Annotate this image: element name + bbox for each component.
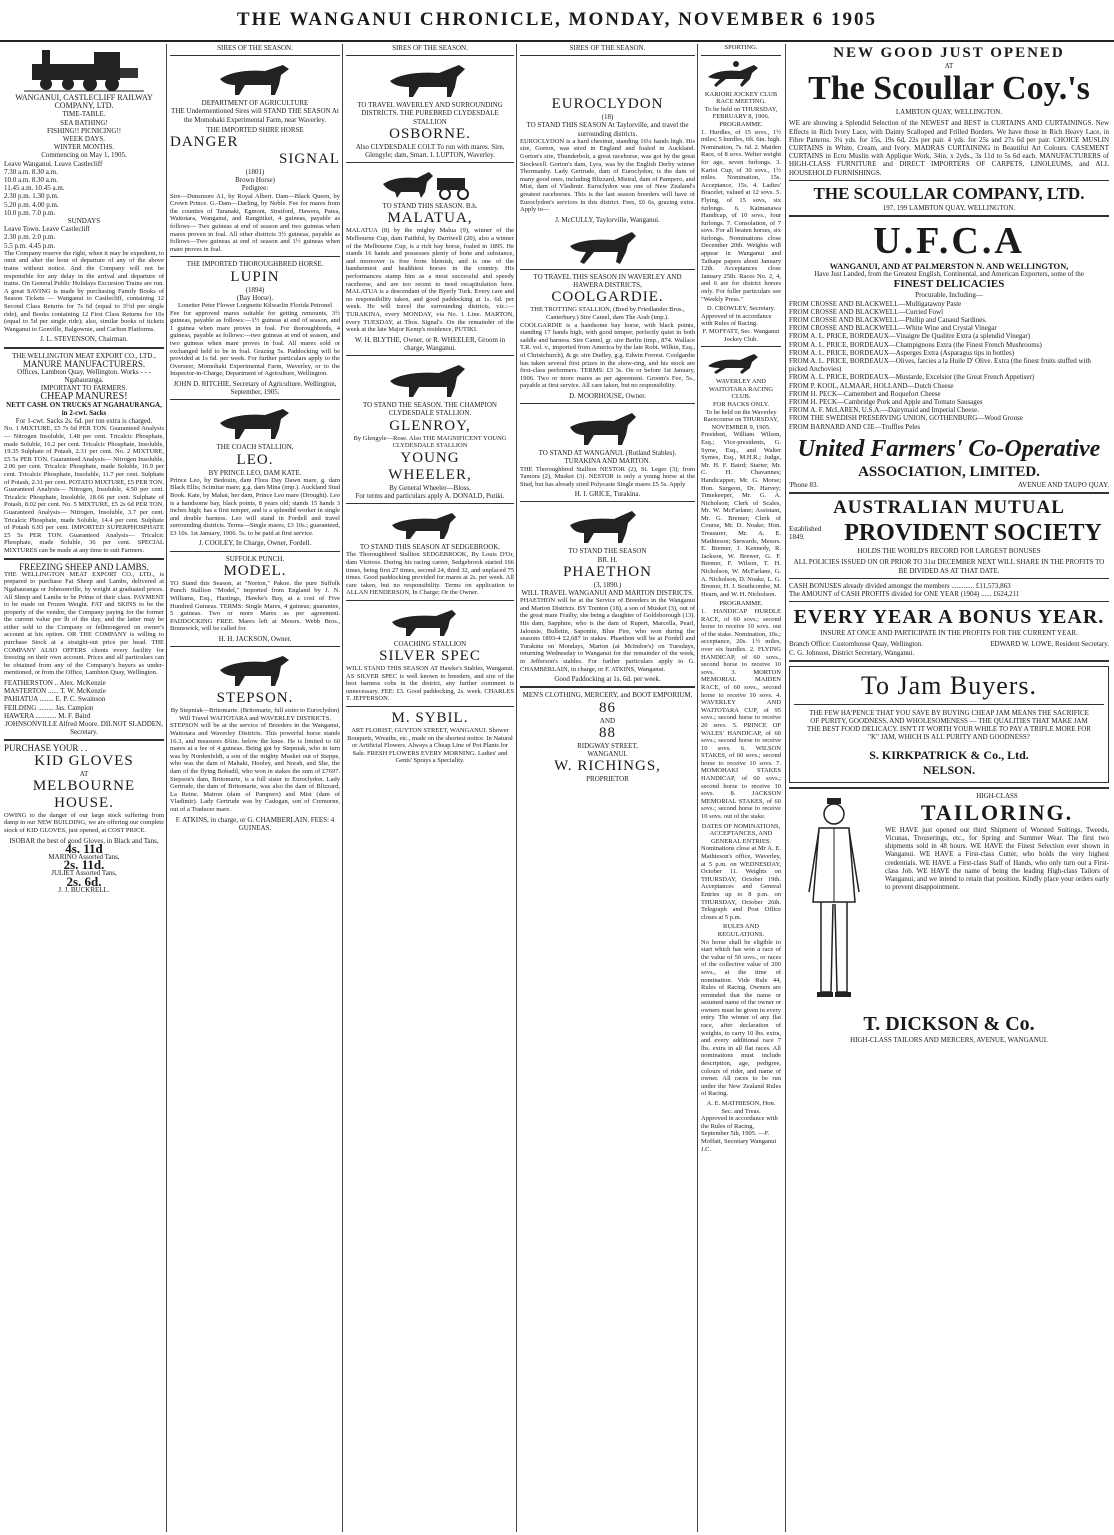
dickson-sub: HIGH-CLASS TAILORS AND MERCERS, AVENUE, WANGANUI. (850, 1035, 1048, 1044)
model-name: MODEL. (223, 562, 287, 579)
winter-months: WINTER MONTHS. (53, 143, 115, 152)
hacks-only: FOR HACKS ONLY. (712, 400, 770, 408)
railway-body: The Company reserve the right, when it may be expedient, to omit and alter the hour of departure of any of the above trains without notice. And the Company will not be responsible for any delay in the arrival and departure of trains. On General Public Holidays Excursion Trains are run. A great SAVING is made by purchasing Family Books of Season Tickets — Wanganui to Castlecliff, containing 12 Second Class Returns for 7s 6d (equal to 3½d per single ride), and Books containing 12 First Class Returns for 10s (equal to 5d per single ride); also, similar books of tickets Wanganui to Gonville, Balgownie, and Carlton Platforms. (4, 249, 164, 333)
timetable-header: Leave Wanganui. Leave Castlecliff (4, 159, 103, 168)
nelson: NELSON. (922, 762, 976, 777)
column-2 (170, 44, 340, 1532)
insure-at-once: INSURE AT ONCE AND PARTICIPATE IN THE PROFITS FOR THE CURRENT YEAR. (820, 629, 1078, 638)
ritchie-sign: JOHN D. RITCHIE, Secretary of Agriculture. Wellington, September, 1905. (173, 379, 337, 397)
melbourne-house: MELBOURNE HOUSE. (32, 777, 136, 811)
ww-approved: Approved in accordance with the Rules of Racing, September 5th, 1905. —F. Moffatt, Secretary Wanganui J.C. (701, 1115, 778, 1153)
coolgardie-sign: D. MOORHOUSE, Owner. (569, 391, 646, 400)
isobar: ISOBAR the best of good Gloves, in Black and Tans, (9, 836, 159, 845)
delicacy-item: FROM BARNARD AND CIE—Truffles Peles (789, 422, 921, 431)
delicacy-item: FROM A. L. PRICE, BORDEAUX—Mustarde, Excelsior (the Great French Appetiser) (789, 373, 1035, 382)
crowley-sign: D. CROWLEY, Secretary. (706, 305, 776, 313)
buyer-row: MASTERTON ...... T. W. McKenzie (4, 687, 106, 696)
jam-heading: To Jam Buyers. (860, 670, 1038, 700)
danger-body: Sire—Dunsmore A1, by Royal Albert. Dam—Black Queen, by Crown Prince. G.-Dam—Darling, by Noble. Fee for mares from the counties of Taranaki, Egmont, Stratford, Hawera, Patea, Waitotara, Wanganui, and Rangitikei, 4 guineas, payable as follows— Two guineas at end of season and two guineas when mares proven in foal. All other districts 3½ guineas, payable as follows—Two guineas at end of season and 1½ guineas when mare proves in foal. (170, 192, 340, 253)
procurable: Procurable, Including— (915, 291, 983, 300)
lupin-name: LUPIN (230, 268, 280, 285)
scoullar-address: 197, 199 LAMBTON QUAY, WELLINGTON. (882, 203, 1016, 212)
important: IMPORTANT TO FARMERS. (40, 384, 128, 393)
ww-heading: WAVERLEY AND WAITOTARA RACING CLUB. (708, 378, 774, 401)
wheeler-terms: For terms and particulars apply A. DONALD, Putiki. (355, 491, 505, 500)
horse-icon (558, 505, 658, 545)
avenue: AVENUE AND TAUPO QUAY. (1018, 480, 1109, 489)
column-1 (4, 44, 164, 1532)
scoullar-heading: The Scoullar Coy.'s (808, 70, 1090, 108)
address-number-1: 86 (599, 699, 616, 716)
column-rule (166, 44, 167, 1532)
buyer-row: HAWERA ............ M. F. Baird (4, 711, 91, 720)
malatua-name: MALATUA, (387, 210, 473, 227)
every-year-bonus: EVERY YEAR A BONUS YEAR. (793, 606, 1105, 629)
coach-heading: THE COACH STALLION, (216, 443, 294, 452)
johnsonville: JOHNSONVILLE Alfred Moore. DILNOT SLADDEN, Secretary. (5, 720, 163, 737)
stepson-sign: F. ATKINS, in charge, or G. CHAMBERLAIN. FEES: 4 GUINEAS. (175, 815, 335, 832)
delicacy-item: FROM A. L. PRICE, BORDEAUX—Champignons Extra (the Finest French Mushrooms) (789, 340, 1042, 349)
moffatt-sign: F. MOFFATT, Sec. Wanganui Jockey Club. (702, 328, 780, 343)
column-5 (701, 44, 781, 1532)
masthead: THE WANGANUI CHRONICLE, MONDAY, NOVEMBER 6 1905 (0, 0, 1114, 42)
horse-icon (375, 359, 485, 399)
rules-heading: RULES AND REGULATIONS. (717, 923, 765, 938)
sybil-body: ART FLORIST, GUYTON STREET, WANGANUI. Shower Bouquets, Wreaths, etc., made on the shortest notice. In Natural or Artificial Flowers. Always a Cheap Line of Pot Plants for Sale. FRESH FLOWERS EVERY MORNING. Ladies' and Gents' Sprays a Speciality. (347, 727, 513, 765)
delicacy-item: FROM A. L. PRICE, BORDEAUX—Vinaigre De Qualitre Extra (a splendid Vinegar) (789, 332, 1031, 341)
leo-sign: J. COOLEY, In Charge, Owner, Fordell. (198, 539, 312, 548)
jam-body: THE FEW HA'PENCE THAT YOU SAVE BY BUYING CHEAP JAM MEANS THE SACRIFICE OF PURITY, GOODNESS, AND WHOLESOMENESS — THE QUALITIES THAT MAKE JAM THE BEST FOOD DELICACY. ISN'T IT WORTH YOUR WHILE TO PAY A TRIFLE MORE FOR "K" JAM, WHICH IS ALL PURITY AND GOODNESS? (807, 708, 1091, 742)
pedigree-label: Pedigree: (241, 184, 269, 193)
column-3 (346, 44, 514, 1532)
danger-name: DANGER (170, 134, 239, 151)
column-6 (789, 44, 1109, 1532)
tailor-figure-icon (789, 792, 879, 1012)
column-head: SIRES OF THE SEASON. (392, 44, 468, 52)
phaethon-br: BR. H. (597, 555, 618, 564)
young-name: YOUNG (400, 449, 460, 466)
railway-title: WANGANUI, CASTLECLIFF RAILWAY COMPANY, LTD. (15, 93, 153, 111)
sunday-header: Leave Town. Leave Castlecliff (4, 225, 90, 234)
locomotive-icon (24, 46, 144, 92)
delicacy-item: FROM A. L. PRICE, BORDEAUX—Asperges Extra (Asparagus tips in bottles) (789, 348, 1015, 357)
owing-body: OWING to the danger of our large stock suffering from damp in our NEW BUILDING, we are offering our complete stock of KID GLOVES, just opened, at COST PRICE. (4, 811, 164, 835)
ww-programme: 1. HANDICAP HURDLE RACE, of 60 sovs.; second horse to receive 10 sovs. out of the stake. Nomination, 10s.; acceptance, 20s. 1½ miles, over six hurdles. 2. FLYING HANDICAP, of 60 sovs., second horse to receive 10 sovs. 3. MORTON MEMORIAL MAIDEN RACE, of 60 sovs., second horse to receive 10 sovs. 4. WAVERLEY AND WAITOTARA CUP, of 95 sovs.; second horse to receive 20 sovs. 5. PRINCE OF WALES' HANDICAP, of 60 sovs.; second horse to receive 10 sovs. 6. WILSON STAKES, of 60 sovs.; second horse to receive 10 sovs. 7. MOMOHAKI STAKES HANDICAP, of 60 sovs.; second horse to receive 10 sovs. 8. JACKSON MEMORIAL STAKES, of 60 sovs.; second horse to receive 10 sovs. out of the stake. (701, 608, 781, 821)
stepson-by: By Stepniak—Britomarte. (Britomarte, full sister to Euroclydon) Will Travel WAITOTARA and WAVERLEY DISTRICTS. (170, 707, 340, 722)
price-isobar: 4s. 11d (65, 840, 103, 856)
at-label: AT (944, 62, 954, 70)
buckrell: J. J. BUCKRELL. (58, 885, 110, 894)
malatua-body: MALATUA (8) by the mighty Malua (9), winner of the Melbourne Cup, dam Faithful, by Darriwell (20), also a winner of the Melbourne Cup, is a rich bay horse, foaled in 1895. He stands 16 hands and possesses plenty of bone and substance, and moreover is free from blemish, and is one of the handsomest and healthiest horses in the country. His performances stamp him as a most successful and speedy racehorse, and are too recent to need recapitulation here. MALATUA is a descendant of the Byerly Turk. Every care and no responsibility taken, and good paddocking at 1s. 6d. per week. He will travel the surrounding districts, viz.:— TURAKINA, every MONDAY, via No. 1 Line. MARTON, every TUESDAY, at Thos. Signal's. On the remainder of the week at the late Major Kemp's residence, PUTIKI. (346, 227, 514, 334)
model-sign: H. H. JACKSON, Owner. (218, 635, 292, 644)
ridgway-street: RIDGWAY STREET, (577, 741, 638, 750)
freezing-body: THE WELLINGTON MEAT EXPORT CO., LTD., is prepared to purchase Fat Sheep and Lambs, delivered at Ngahauranga or Johnsonville, by weight at graduated prices. All Sheep and Lambs to be Prime of their class. PAYMENT to be made on Frozen Weight. FAT and SKINS to be the property of the vendor, the Company paying for the former the current value per lb of the day, and the latter may be either sold to the Company or fellmongered on owner's account at his option. OR THE COMPANY is willing to purchase Stock at a straight-out price per head. THE COMPANY ALSO OFFERS clients every facility for freezing on their own account. Prices and all particulars can be obtained from any of the Company's buyers as under-mentioned, or from the Office, Lambton Quay, Wellington. (4, 570, 164, 677)
kirkpatrick: S. KIRKPATRICK & Co., Ltd. (869, 747, 1029, 762)
danger-year: (1801) (245, 168, 265, 177)
racehorse-jockey-icon (702, 350, 780, 376)
sundays: SUNDAYS (67, 217, 101, 226)
glenroy-name: GLENROY, (389, 417, 471, 434)
lowe-sign: EDWARD W. LOWE, Resident Secretary. (990, 640, 1109, 649)
price-juliet: 2s. 6d. (66, 873, 102, 889)
coolgardie-travel: TO TRAVEL THIS SEASON IN WAVERLEY AND HAWERA DISTRICTS, (533, 272, 682, 290)
purchase-your: PURCHASE YOUR . . (4, 743, 88, 754)
commencing: Commencing on May 1, 1905. (41, 151, 127, 160)
euroclydon-body: EUROCLYDON is a hard chestnut, standing 16¼ hands high. His sire, Gorton, was sired in England and foaled in Auckland. Gorton's sire, Thunderbolt, a great racehorse, was got by the great Stockwell. Gorton's dam, Lyra, was by the English Derby winner Thormanby. Lady Gertrude, dam of Euroclydon, is the dam of many good ones, including Blizzard, Mistral, dam of Pampero, and Mist, dam of Vladimir. Euroclydon was one of New Zealand's greatest racehorses. This is the last season breeders will have of Euroclydon's services in this district. Fees, £6 6s, grazing extra. Apply to— (520, 137, 695, 214)
model-body: TO Stand this Season, at "Norton," Pakoe. the pure Suffolk Punch Stallion "Model," imported from England by J. N. Williams, Esq., Hastings, Hawke's Bay, at a cost of Five Hundred Guineas. TERMS: Single Mares, 4 guineas; guarantee, 5 guineas. Two or more Mares as per agreement. PADDOCKING FREE. Mares left at Messrs. Webb Bros., Brunswick, will be called for. (170, 579, 340, 633)
time-row: 2.30 p.m. 2.0 p.m. (4, 233, 56, 242)
finest-delicacies: FINEST DELICACIES (893, 278, 1005, 291)
column-rule (516, 44, 517, 1532)
ufca-sub: WANGANUI, AND AT PALMERSTON N. AND WELLINGTON, (829, 261, 1069, 272)
branch-office: Branch Office: Customhouse Quay, Wellington. C. G. Johnson, District Secretary, Wanganui. (789, 640, 924, 657)
glenroy-by: By Glengyle—Rose. Also THE MAGNIFICENT YOUNG CLYDESDALE STALLION (353, 434, 507, 450)
programme-label: PROGRAMME. (719, 120, 763, 128)
for-1cwt: For 1-cwt. Sacks 2s. 6d. per ton extra is charged. (15, 417, 153, 426)
scoullar-body: WE are showing a Splendid Selection of the NEWEST and BEST in CURTAINS AND CURTAININGS. New Effects in Rich Ivory Lace, with Dainty Scalloped and Frilled Borders. We have those in Rich Heavy Lace, in Fibre Patterns. 3¼ yds. for 15s, 19s 6d, 22s per pair. 4 yds. for 25s and 27s 6d per pair. CHOICE MUSLIN CURTAINS in White, Cream, and Ivory. MADRAS CURTAINING in Beautiful Art Colours. CASEMENT CURTAINS in Ecru Muslin with Applique Work, 34in. x 2yds., 3s 11d to 5s 6d each. MANUFACTURERS of HIGH-CLASS FURNITURE and DIRECT IMPORTERS OF CARPETS, LINOLEUMS, and ALL HOUSEHOLD FURNISHINGS. (789, 119, 1109, 177)
horse-icon (205, 59, 305, 97)
delicacy-item: FROM CROSSE AND BLACKWELL—Curried Fowl (789, 307, 944, 316)
delicacy-item: FROM P. KOOL, ALMAAR, HOLLAND—Dutch Cheese (789, 381, 954, 390)
thoroughbred-heading: THE IMPORTED THOROUGHBRED HORSE. (186, 260, 324, 269)
buyer-row: FEILDING ......... Jas. Campion (4, 703, 94, 712)
richings-top: MEN'S CLOTHING, MERCERY, and BOOT EMPORIUM. (522, 691, 693, 700)
kariori-heading: KARIORI JOCKEY CLUB RACE MEETING. (704, 90, 778, 106)
leo-by: BY PRINCE LEO, DAM KATE. (208, 468, 302, 477)
delicacy-item: FROM A. F. McLAREN, U.S.A.—Dairymaid and Imperial Cheese. (789, 406, 979, 415)
meat-title: THE WELLINGTON MEAT EXPORT CO., LTD., (12, 351, 156, 360)
amp-holds: HOLDS THE WORLD'S RECORD FOR LARGEST BONUSES (857, 547, 1041, 556)
phaethon-stand: TO STAND THE SEASON (568, 547, 647, 556)
lupin-year: (1894) (245, 285, 265, 294)
silverspec-body: WILL STAND THIS SEASON AT Hawke's Stables, Wanganui. AS SILVER SPEC is well known to breeders, and sire of the best harness cobs in the district, any further comment is unnecessary. FEE: £3. Good paddocking, 2s. week. CHARLES T. JEFFERSON. (346, 665, 514, 703)
timetable-label: TIME-TABLE. (62, 110, 106, 119)
column-rule (697, 44, 698, 1532)
euroclydon-stand: TO STAND THIS SEASON At Taylorville, and travel the surrounding districts. (526, 121, 689, 138)
stepson-body: STEPSON will be at the service of Breeders in the Wanganui, Waitotara and Waverley Districts. This powerful horse stands 16.3, and measures 8¾in. below the knee. He is limited to 60 mares at a fee of 4 guineas. Being got by Stepniak, who in turn was by Nordenfeldt, a son of the mighty Musket out of Steppe, who was the dam of Mahaki, Hooley, and Norah, and She, the dam of the flying Bobadil, who won in stakes the sum of £7697. Stepson's dam, Britomarte, is a full sister to Euroclydon. Lady Gertrude, the dam of Britomarte, was also the dam of Blizzard, La Reine. Matron (dam of Pampero) and Mist (dam of Vladimir). Lady Gertrude was by Cadogan, son of Cremorne, out of a Traducer mare. (170, 722, 340, 813)
proprietor-label: PROPRIETOR (586, 775, 629, 784)
stepson-name: STEPSON. (216, 690, 294, 707)
coolgardie-sub: THE TROTTING STALLION, (Bred by Friedlander Bros., Canterbury.) Sire Camel, dam The Arab (imp.). (530, 306, 685, 321)
provident-society: PROVIDENT SOCIETY (844, 520, 1102, 547)
week-days: WEEK DAYS. (62, 135, 106, 144)
phaethon-travel: WILL TRAVEL WANGANUI AND MARTON DISTRICTS. (521, 589, 694, 598)
time-row: 10.0 a.m. 8.30 a.m. (4, 176, 58, 185)
time-row: 5.5 p.m. 4.45 p.m. (4, 241, 56, 250)
amp-policies: ALL POLICIES ISSUED ON OR PRIOR TO 31st DECEMBER NEXT WILL SHARE IN THE PROFITS TO BE DIVIDED AS AT THAT DATE. (793, 558, 1105, 575)
kid-gloves: KID GLOVES (34, 752, 134, 769)
silverspec-name: SILVER SPEC (379, 648, 481, 665)
buyer-row: FEATHERSTON .. Alex. McKenzie (4, 679, 106, 688)
delicacy-item: FROM CROSSE AND BLACKWELL—Mulligatawny Paste (789, 299, 962, 308)
amp-established: Established 1849. (789, 524, 822, 542)
racehorse-jockey-icon (702, 59, 780, 89)
scoullar-ltd: THE SCOULLAR COMPANY, LTD. (813, 183, 1085, 203)
column-4 (520, 44, 695, 1532)
osborne-name: OSBORNE. (389, 125, 471, 142)
horse-icon (380, 507, 480, 541)
horse-icon (380, 604, 480, 638)
trotting-horse-icon (558, 226, 658, 266)
time-row: 7.30 a.m. 8.30 a.m. (4, 167, 58, 176)
nestor-stand: TO STAND AT WANGANUI. (Rutland Stables). TURAKINA AND MARTON. (538, 449, 677, 466)
sea-bathing: SEA BATHING! (60, 118, 108, 127)
manure-heading: MANURE MANUFACTURERS. (22, 358, 146, 369)
suffolk-heading: SUFFOLK PUNCH. (225, 554, 285, 563)
column-head: SIRES OF THE SEASON. (569, 44, 646, 52)
association-limited: ASSOCIATION, LIMITED. (858, 463, 1040, 480)
column-rule (342, 44, 343, 1532)
malatua-stand: TO STAND THIS SEASON. B.h. (382, 202, 478, 211)
dept-heading: DEPARTMENT OF AGRICULTURE (201, 99, 309, 108)
jam-ad (789, 666, 1109, 783)
wheeler-by: By General Wheeler—Bloss. (389, 483, 471, 492)
marino: MARINO Assorted Tans, (48, 853, 120, 862)
glenroy-stand: TO STAND THE SEASON. THE CHAMPION CLYDESDALE STALLION. (362, 401, 497, 418)
column-head: SIRES OF THE SEASON. (217, 44, 293, 52)
osborne-body: Also CLYDESDALE COLT To run with mares. Sire, Glengyle; dam, Smart. I. LUPTON, Waverley. (355, 142, 505, 160)
manure-body: No. 1 MIXTURE, £5 7s 6d PER TON. Guaranteed Analysis— Nitrogen Insoluble, 1.48 per cent. Tricalcic Phosphate, made Soluble, 16.2 per cent. Tricalcic Phosphate, Insoluble, 19.35 Sulphate of Potash, 2.31 per cent. No. 2 MIXTURE, £5 5s PER TON. Guaranteed Analysis— Nitrogen Insoluble, 2.06 per cent. Tricalcic Phosphate, made Soluble, 16.9 per cent. Tricalcic Phosphate, Insoluble, 11.7 per cent. Sulphate of Potash, 2.31 per cent. POTATO MIXTURE, £5 PER TON. Guaranteed Analysis— Nitrogen, Insoluble, 4.50 per cent. Tricalcic Phosphate, Insoluble, 18.66 per cent. Sulphate of Potash, 8.02 per cent. No. 5 MIXTURE, £5 2s 6d PER TON. Guaranteed Analysis— Nitrogen, Insoluble, 3.7 per cent. Tricalcic Phosphate, made Soluble, 14.4 per cent. Sulphate of Potash 6.93 per cent. IMPORTED SUPERPHOSPHATE £5 5s PER TON. Guaranteed Analysis— Tricalcic Phosphate, made Soluble, 36 per cent. SPECIAL MIXTURES can be made at any time to suit Farmers. (4, 425, 164, 554)
column-head: SPORTING. (724, 44, 758, 51)
amp-heading: AUSTRALIAN MUTUAL (833, 497, 1065, 519)
lupin-body: Fee for approved mares suitable for getting remounts, 3½ guineas, payable as follows:—1½ guineas at end of season, and 1 guinea when mare proves in foal. For thoroughbreds, 4 guineas, payable as follows:—two guineas at end of season, and two guineas when mare proves in foal. All mares sold or exchanged held to be in foal. Grazing 5s. Paddocking will be provided at 1s 6d. per week. For further particulars apply to the Overseer, Momohaki Experimental Farm, Waverley, or to the Inspector-in-Charge, Department of Agriculture, Wellington. (170, 309, 340, 378)
cash-profits: The AMOUNT of CASH PROFITS divided for ONE YEAR (1904) ...... £624,211 (789, 589, 1020, 598)
horse-icon (205, 650, 305, 688)
sedge-stand: TO STAND THIS SEASON AT SEDGEBROOK. (359, 543, 501, 552)
phaethon-body: PHAETHON will be at the Service of Breeders in the Wanganui and Marton Districts. BY Trenton (18), a son of Musket (3), out of the great mare Frailty, she being a daughter of Goldsborough (13). His dam, Sapphire, who is the dam of Rupert, Marcella, Pearl, Jalousie, Bulletin, Saponite, Blue Fire, who won during the seasons 1893-4 £2,687 in stakes. Phaethon will be at Fordell and Turakina on Mondays, Marton (at McIndoe's) on Tuesdays, returning Wednesday to Wanganui for the remainder of the week, in Jefferson's stables. For further particulars apply to G. CHAMBERLAIN, in charge, or F. ATKINS, Wanganui. (520, 597, 695, 673)
nett-cash: NETT CASH. ON TRUCKS AT NGAHAURANGA, in 2-cwt. Sacks (6, 400, 162, 418)
kariori-body: 1. Hurdles, of 15 sovs., 1½ miles; 5 hurdles, 6ft. 6in. high. Nomination, 7s. 6d. 2. Maiden Race, of 8 sovs. Welter weight for age, seven furlongs. 3. Karioi Cup, of 30 sovs., 1½ miles. Nomination, 15s. Acceptance, 15s. 4. Ladies' Bracelet, valued at 12 sovs. 5. Flying, of 15 sovs, six furlongs. 6. Kaimanawa Handicap, of 10 sovs., four furlongs. 7. Consolation, of 7 sovs. For all beaten horses, six furlongs. Nominations close December 20th. Weights will appear in Wanganui and Taihape papers about January 12th. Acceptances close January 25th. Races No. 2, 4, and 6 are for district horses only. For fuller particulars see "Weekly Press." (701, 128, 781, 303)
phone: 'Phone 83. (789, 480, 819, 489)
richings-name: W. RICHINGS, (554, 758, 661, 775)
nestor-body: THE Thoroughbred Stallion NESTOR (2), St. Leger (3); from Tamora (2), Musket (3). NESTOR is only a young horse at the Stud, but has already sired Polycaste Single mares £5 5s. Apply (520, 465, 695, 488)
buyer-row: PAHIATUA ........ E. P. C. Swainson (4, 695, 106, 704)
malatua-sign: W. H. BLYTHE, Owner, or R. WHEELER, Groom in charge, Wanganui. (354, 335, 506, 352)
sedge-body: The Thoroughbred Stallion SEDGEBROOK, By Louis D'Or, dam Victress. During his racing career, Sedgebrook started 166 times, being first 27 times, second 24, third 32, and unplaced 75 times. Good paddocking provided for mares at 2s. per week. All care taken, but no responsibility. Terms on application to ALLAN HENDERSON, In Charge; Or the Owner. (346, 551, 514, 597)
time-row: 5.20 p.m. 4.00 p.m. (4, 200, 59, 209)
lupin-colour: (Bay Horse). (236, 293, 274, 302)
ngjo-heading: NEW GOOD JUST OPENED (833, 45, 1065, 61)
wanganui-label: WANGANUI. (587, 750, 628, 759)
horse-icon (375, 59, 485, 99)
approved-note: Approved of in accordance with Rules of Racing. (701, 312, 772, 328)
fishing: FISHING!! PICNICING!! (46, 126, 122, 135)
paddocking: Good Paddocking at 1s. 6d. per week. (554, 675, 661, 684)
high-class: HIGH-CLASS (976, 791, 1018, 800)
railway-sign: J. L. STEVENSON, Chairman. (40, 335, 128, 344)
delicacy-item: FROM CROSSE AND BLACKWELL—White Wine and Crystal Vinegar (789, 324, 997, 333)
ufca-heading: U.F.C.A (873, 220, 1025, 263)
dickson-heading: T. DICKSON & Co. (863, 1012, 1035, 1035)
dates-body: Nominations close at Mr A. E. Mathieson's office, Waverley, at 5 p.m. on WEDNESDAY, October 11. Weights on THURSDAY, October 19th. Acceptances and General Entries up to 8 p.m. on THURSDAY, October 26th. Telegraph and Post Office closes at 5 p.m. (701, 845, 781, 921)
delicacy-item: FROM THE SWEDISH PRESERVING UNION, GOTHENBURG—Wood Grouse (789, 414, 1023, 423)
delicacy-item: FROM A. L. PRICE, BORDEAUX—Olives, farcies a la Huile D' Olive. Extra (the finest fruits stuffed with picked Anchovies) (789, 357, 1091, 374)
rules-body: No horse shall be eligible to start which has won a race of the value of 50 sovs., or races of the collective value of 200 sovs., at the time of nomination. Vide Rule 44, Rules of Racing. Owners are reminded that the name or assumed name of the owner or owners must be given in every entry. The winner of any flat race, after declaration of weights, to carry 10 lbs. extra, and every additional race 7 lbs. extra in all flat races. All nominations must include description, age, pedigree, colours of rider, and name of owner. All races to be run under the New Zealand Rules of Racing. (701, 938, 781, 1098)
tailoring-body: WE HAVE just opened our third Shipment of Worsted Suitings, Tweeds, Vicunas, Trouserings, etc., for Spring and Summer Wear. The first two shipments sold in 48 hours. WE HAVE the Finest Selection ever shown in Wanganui. WE HAVE a First-class Cutter, who holds the very highest credentials. WE HAVE a First-class Staff of Hands, who only turn out a First-class Job. WE HAVE the name of being the leading High-class Tailors of Wanganui, and we intend to retain that position. Kindly place your orders early to prevent disappointment. (885, 825, 1109, 892)
lambton-quay: LAMBTON QUAY, WELLINGTON. (895, 108, 1003, 117)
time-row: 2.30 p.m. 1.30 p.m. (4, 192, 59, 201)
time-row: 11.45 a.m. 10.45 a.m. (4, 184, 65, 193)
wheeler-name: WHEELER, (388, 466, 472, 483)
ww-sign: A. E. MATHIESON, Hon. Sec. and Treas. (706, 1100, 776, 1115)
horse-carriage-icon (375, 166, 485, 200)
delicacy-item: FROM H. PECK—Cambridge Pork and Apple and Tomato Sausages (789, 398, 983, 407)
signal-name: SIGNAL (279, 151, 340, 168)
osborne-travel: TO TRAVEL WAVERLEY AND SURROUNDING DISTRICTS. THE PUREBRED CLYDESDALE STALLION (357, 101, 503, 126)
time-row: 10.0 p.m. 7.0 p.m. (4, 208, 56, 217)
and-label: AND (599, 716, 616, 725)
freezing-heading: FREEZING SHEEP AND LAMBS. (19, 561, 149, 572)
nestor-sign: H. I. GRICE, Turakina. (574, 490, 641, 499)
phaethon-name: PHAETHON (563, 563, 652, 580)
euroclydon-name: EUROCLYDON (551, 96, 664, 113)
ww-officers: President, William Wilson, Esq.; Vice-presidents, G. Syme, Esq., and Walter Symes, Esq., M.H.R.; Judge, Mr. H. F. Baird; Starter, Mr. C. H. Chavannes; Handicapper, Mr. G. Morse; Hon. Surgeon, Dr. Harvey; Timekeeper, Mr. G. A. Nicholson; Clerk of Scales, Mr. W. McFarlane; Assistant, Mr. G. Bremer; Clerk of Course, Mr. D. Noake; Hon. Treasurer, Mr. A. E. Mathieson; Stewards, Messrs. E. Bremer, J. Kennedy, R. Jackson, W. Brewer, G. F. Bremer, F. Wilson, T. H. Nicholson, W. McFarlane, G. A. Nicholson, D. Noake, L. G. Bremer, H. J. Southcombe, M. Hearn, and W. H. Nicholson. (701, 431, 781, 598)
cash-bonuses: CASH BONUSES already divided amongst the members ............. £11,573,863 (789, 581, 1011, 590)
leo-body: Prince Leo, by Bedouin, dam Flora Day Dawn mare, g. dam Black Ellis; Scimitar mare; g.g. dam Mina (imp.). Auckland Stud Book. Kate, by Mahai, her dam, Prince Leo mare (Drought). Leo is a handsome bay, black points, 8 years old; stands 15 hands 3 inches high; has a first temper, and is a splendid worker in single and double harness. Leo will stand in Fordell and travel surrounding districts. Terms—Single mares, £3 10s.; guaranteed, £3 10s. 1st January, 1906. 5s. to be paid at first service. (170, 476, 340, 537)
coolgardie-body: COOLGARDIE is a handsome bay horse, with black points, standing 17 hands high, with good temper, perfectly quiet in both saddle and harness. Sire Camel, gr. sire Berlin (imp., 874. Wallace T.R. vol. v., imported from America by the late Robt. Wilkin, Esq., of Christchurch), & gr. sire Dudley, g.g. Edwin Forrest. Coolgardie has taken several first prizes in the show-ring, and his stock are first-class performers. TERMS: £3 3s. On or before 1st January, 1906. Two or more mares as per agreement. Groom's Fee, 5s., payable at first service. All care taken, but no responsibility. (520, 321, 695, 390)
ww-held: To be held on the Waverley Racecourse on THURSDAY, NOVEMBER 9, 1905. (703, 408, 779, 431)
leo-name: LEO. (236, 451, 274, 468)
euroclydon-year: (18) (601, 113, 614, 122)
at-label: AT (79, 769, 89, 778)
coolgardie-name: COOLGARDIE. (551, 289, 664, 306)
kariori-held: To be held on THURSDAY, FEBRUARY 8, 1906. (704, 105, 778, 121)
cheap-manures: CHEAP MANURES! (40, 390, 128, 402)
juliet: JULIET Assorted Tans, (51, 869, 117, 878)
column-rule (785, 44, 786, 1532)
offices: Offices, Lambton Quay, Wellington. Works - - - Ngahauranga. (17, 368, 151, 385)
delicacy-item: FROM H. PECK—Camembert and Roquefort Cheese (789, 389, 941, 398)
ufca-have: Have Just Landed, from the Greatest English, Continental, and American Exporters, some of the (814, 270, 1084, 279)
price-marino: 2s. 11d. (63, 857, 105, 873)
dates-heading: DATES OF NOMINATIONS, ACCEPTANCES, AND GENERAL ENTRIES. (701, 822, 781, 845)
programme-label: PROGRAMME. (719, 600, 763, 608)
euroclydon-sign: J. McCULLY, Taylorville, Wanganui. (555, 215, 660, 224)
united-farmers: United Farmers' Co-Operative (797, 435, 1101, 462)
lupin-pedigree: Lonetter Peter Flower Lorgnette Kilwarlin Florida Petronel (177, 301, 333, 309)
horse-icon (205, 403, 305, 441)
shire-heading: THE IMPORTED SHIRE HORSE (206, 125, 304, 134)
delicacy-item: FROM CROSSE AND BLACKWELL—Phillip and Canaud Sardines. (789, 316, 987, 325)
danger-colour: Brown Horse) (235, 176, 275, 185)
sybil-name: M. SYBIL. (391, 710, 469, 727)
phaethon-year: (3, 1890.) (593, 580, 622, 589)
tailoring-heading: TAILORING. (920, 799, 1074, 825)
horse-icon (558, 407, 658, 447)
dept-body: THE Undermentioned Sires will STAND THE SEASON At the Momohaki Experimental Farm, near Waverley. (171, 107, 339, 124)
address-number-2: 88 (599, 724, 616, 741)
coaching-heading: COACHING STALLION (393, 639, 467, 648)
